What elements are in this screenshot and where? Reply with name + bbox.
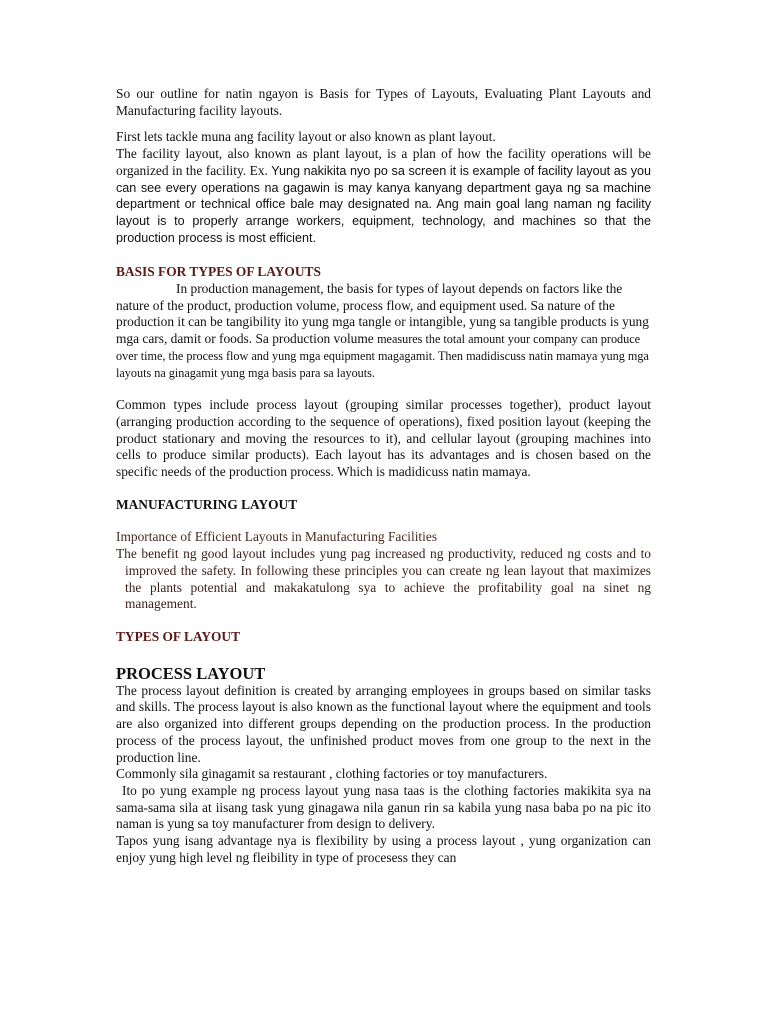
- commonly-used-paragraph: Commonly sila ginagamit sa restaurant , clothing factories or toy manufacturers.: [116, 766, 548, 782]
- importance-title: Importance of Efficient Layouts in Manufacturing Facilities: [116, 529, 438, 545]
- process-definition-paragraph: The process layout definition is created by arranging employees in groups based on similar tasks and skills. The process layout is also known as the functional layout where the equipment and tools are also organized into different groups depending on the production process. In the production process of the process layout, the unfinished product moves from one group to the next in the production line.: [116, 682, 651, 765]
- common-types-paragraph: Common types include process layout (grouping similar processes together), product layout (arranging production according to the sequence of operations), fixed position layout (keeping the product stationary and moving the resources to it), and cellular layout (grouping machines into cells to produce similar products). Each layout has its advantages and is chosen based on the specific needs of the production process. Which is madidicuss natin mamaya.: [116, 397, 651, 480]
- basis-small-text: measures the total amount your company can produce over time, the process flow and yung mga equipment magagamit. Then madidiscuss natin mamaya yung mga layouts na ginagamit yung mga basis para sa layouts.: [116, 332, 649, 380]
- types-heading: TYPES OF LAYOUT: [116, 628, 241, 644]
- importance-paragraph: The benefit ng good layout includes yung pag increased ng productivity, reduced ng costs and to improved the safety. In following these principles you can create ng lean layout that maximizes the plants potential and makakatulong sya to achieve the profitability goal na sinet ng management.: [116, 546, 651, 612]
- facility-layout-sans-text: Yung nakikita nyo po sa screen it is example of facility layout as you can see every operations na gagawin is may kanya kanyang department gaya ng sa machine department or technical office bale may designated na. Ang main goal lang naman ng facility layout is to properly arrange workers, equipment, technology, and machines so that the production process is most efficient.: [116, 163, 651, 245]
- tackle-paragraph: First lets tackle muna ang facility layout or also known as plant layout.: [116, 129, 496, 145]
- facility-layout-serif-text: The facility layout, also known as plant layout, is a plan of how the facility operations will be organized in the facility. Ex.: [116, 146, 651, 178]
- basis-heading: BASIS FOR TYPES OF LAYOUTS: [116, 264, 321, 280]
- process-layout-heading: PROCESS LAYOUT: [116, 663, 266, 683]
- basis-paragraph: [116, 281, 651, 381]
- basis-main-text: In production management, the basis for types of layout depends on factors like the nature of the product, production volume, process flow, and equipment used. Sa nature of the production it can be tangibility ito yung mga tangle or intangible, yung sa tangible products is yung mga cars, damit or foods. Sa production volume: [116, 281, 649, 347]
- advantage-paragraph: Tapos yung isang advantage nya is flexibility by using a process layout , yung organization can enjoy yung high level ng fleibility in type of procesess they can: [116, 833, 651, 865]
- document-page: [116, 86, 651, 866]
- manufacturing-heading: MANUFACTURING LAYOUT: [116, 496, 298, 512]
- facility-layout-paragraph: [116, 146, 651, 246]
- intro-paragraph: So our outline for natin ngayon is Basis for Types of Layouts, Evaluating Plant Layouts and Manufacturing facility layouts.: [116, 86, 651, 118]
- example-paragraph: Ito po yung example ng process layout yung nasa taas is the clothing factories makikita sya na sama-sama sila at iisang task yung ginagawa nila ganun rin sa kabila yung nasa baba po na pic ito naman is yung sa toy manufacturer from design to delivery.: [116, 782, 651, 832]
